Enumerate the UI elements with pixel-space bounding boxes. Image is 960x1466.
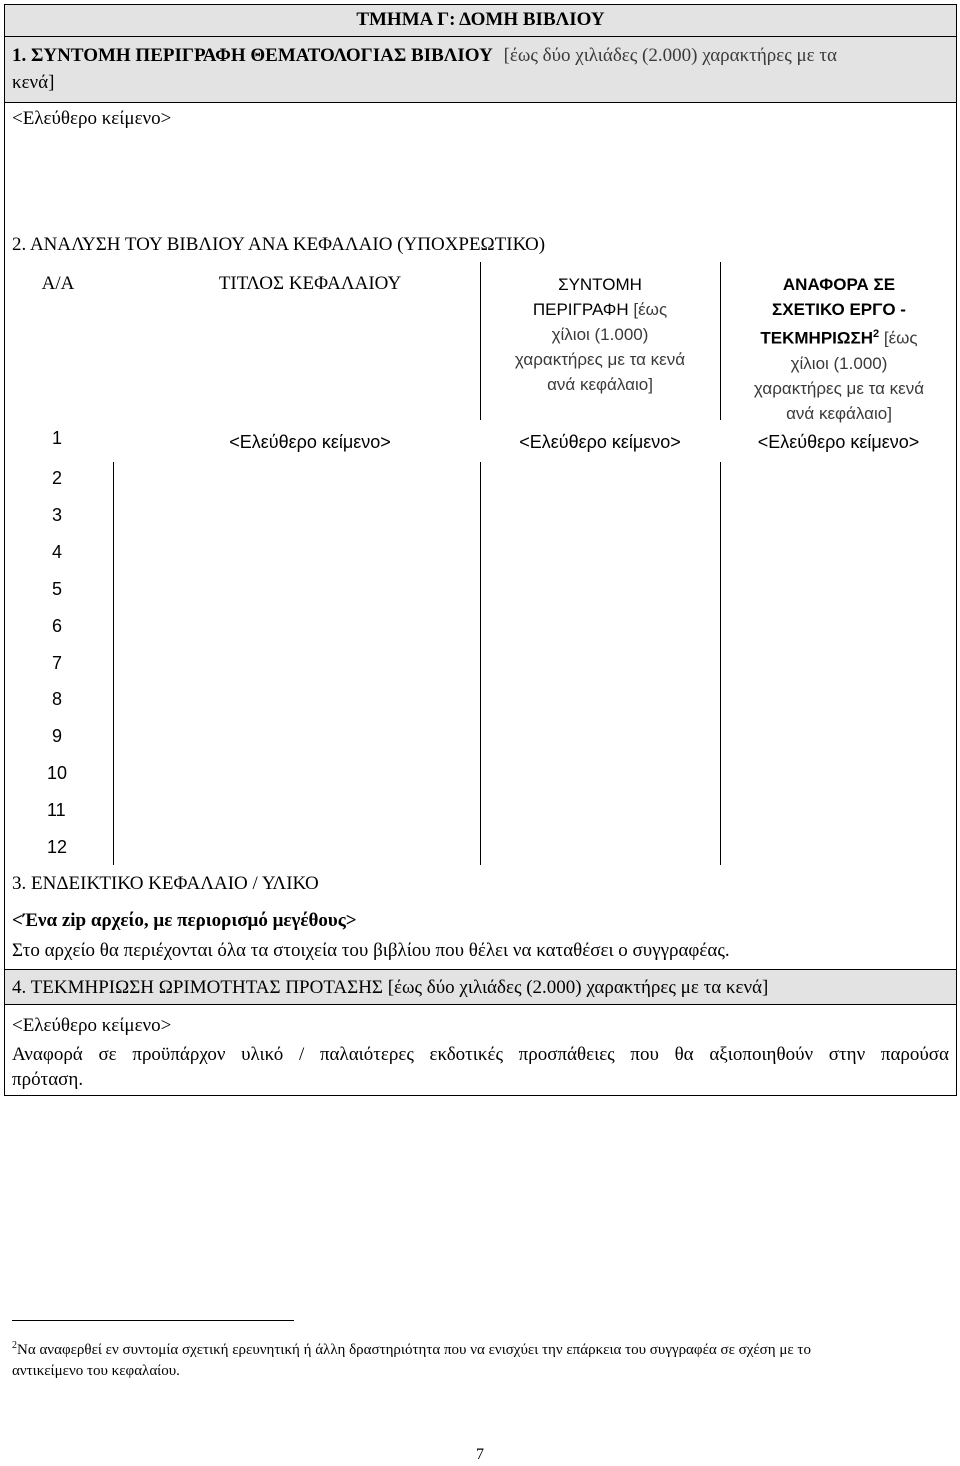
table-col-divider [480,462,481,865]
s3-zip-note[interactable]: <Ένα zip αρχείο, με περιορισμό μεγέθους> [12,910,357,931]
ref-h-5: χαρακτήρες με τα κενά [753,378,925,398]
row-number: 5 [52,579,63,599]
footnote-rule [12,1320,294,1321]
s4-title: 4. ΤΕΚΜΗΡΙΩΣΗ ΩΡΙΜΟΤΗΤΑΣ ΠΡΟΤΑΣΗΣ [έως δύο χιλιάδες (2.000) χαρακτήρες με τα κενά] [12,977,769,998]
s3-title: 3. ΕΝΔΕΙΚΤΙΚΟ ΚΕΦΑΛΑΙΟ / ΥΛΙΚΟ [12,873,319,894]
ref-h-1: ΑΝΑΦΟΡΑ ΣΕ [782,275,896,294]
desc-h-4: χαρακτήρες με τα κενά [514,350,686,369]
row-number: 2 [52,468,63,488]
ref-h-2: ΣΧΕΤΙΚΟ ΕΡΓΟ - [772,300,906,319]
row-number: 11 [47,800,66,820]
desc-h-3: χίλιοι (1.000) [551,325,649,344]
page-number: 7 [476,1446,484,1463]
row1-desc-placeholder[interactable]: <Ελεύθερο κείμενο> [519,432,681,452]
desc-h-5: ανά κεφάλαιο] [547,375,653,394]
row-number: 10 [47,763,68,783]
row-number: 9 [52,726,63,746]
divider [4,969,957,970]
ref-h-3b: [έως [883,328,918,348]
ref-h-3a: ΤΕΚΜΗΡΙΩΣΗ [760,328,873,348]
ref-h-3 [722,322,956,351]
desc-h-2b: [έως [633,300,668,319]
table-col-divider [720,462,721,865]
divider [4,36,957,37]
col-header-reference [722,272,956,426]
col-header-aa: Α/Α [41,273,75,294]
s1-title-text: 1. ΣΥΝΤΟΜΗ ΠΕΡΙΓΡΑΦΗ ΘΕΜΑΤΟΛΟΓΙΑΣ ΒΙΒΛΙΟΥ [12,45,493,66]
footnote [12,1335,956,1382]
s4-description: Αναφορά σε προϋπάρχον υλικό / παλαιότερες εκδοτικές προσπάθειες που θα αξιοποιηθούν στην παρούσα [12,1044,949,1065]
row-number: 6 [52,616,63,636]
footnote-text: Να αναφερθεί εν συντομία σχετική ερευνητική ή άλλη δραστηριότητα που να ενισχύει την επάρκεια του συγγραφέα σε σχέση με το [17,1342,811,1358]
col-header-description [482,272,718,397]
s3-description: Στο αρχείο θα περιέχονται όλα τα στοιχεία του βιβλίου που θέλει να καταθέσει ο συγγραφέας. [12,940,730,961]
row-number: 4 [52,542,63,562]
s4-description-cont: πρόταση. [12,1069,84,1090]
s1-placeholder[interactable]: <Ελεύθερο κείμενο> [12,108,172,129]
section-title: ΤΜΗΜΑ Γ: ΔΟΜΗ ΒΙΒΛΙΟΥ [356,9,605,30]
footnote-line-1 [12,1335,956,1361]
footnote-ref: 2 [872,328,880,340]
divider [4,1004,957,1005]
divider [4,102,957,103]
s1-title [12,45,952,67]
row-number: 8 [52,689,63,709]
s2-title: 2. ΑΝΑΛΥΣΗ ΤΟΥ ΒΙΒΛΙΟΥ ΑΝΑ ΚΕΦΑΛΑΙΟ (ΥΠΟΧΡΕΩΤΙΚΟ) [12,234,546,255]
footnote-mark: 2 [12,1340,17,1351]
s1-limit: [έως δύο χιλιάδες (2.000) χαρακτήρες με τα [503,45,837,66]
table-col-divider [113,462,114,865]
row-number: 1 [52,428,63,448]
footnote-line-2: αντικείμενο του κεφαλαίου. [12,1363,180,1379]
row-number: 7 [52,653,63,673]
row-number: 3 [52,505,63,525]
row-number: 12 [47,837,68,857]
row1-ref-placeholder[interactable]: <Ελεύθερο κείμενο> [757,432,920,452]
ref-h-6: ανά κεφάλαιο] [786,403,892,423]
row1-title-placeholder[interactable]: <Ελεύθερο κείμενο> [229,432,391,452]
ref-h-4: χίλιοι (1.000) [790,353,888,373]
s1-limit-cont: κενά] [12,72,55,93]
desc-h-1: ΣΥΝΤΟΜΗ [558,275,642,294]
table-col-divider [720,262,721,420]
s4-placeholder[interactable]: <Ελεύθερο κείμενο> [12,1015,172,1036]
table-col-divider [480,262,481,420]
col-header-title: ΤΙΤΛΟΣ ΚΕΦΑΛΑΙΟΥ [218,273,402,294]
desc-h-2a: ΠΕΡΙΓΡΑΦΗ [532,300,629,319]
desc-h-2 [482,297,718,322]
